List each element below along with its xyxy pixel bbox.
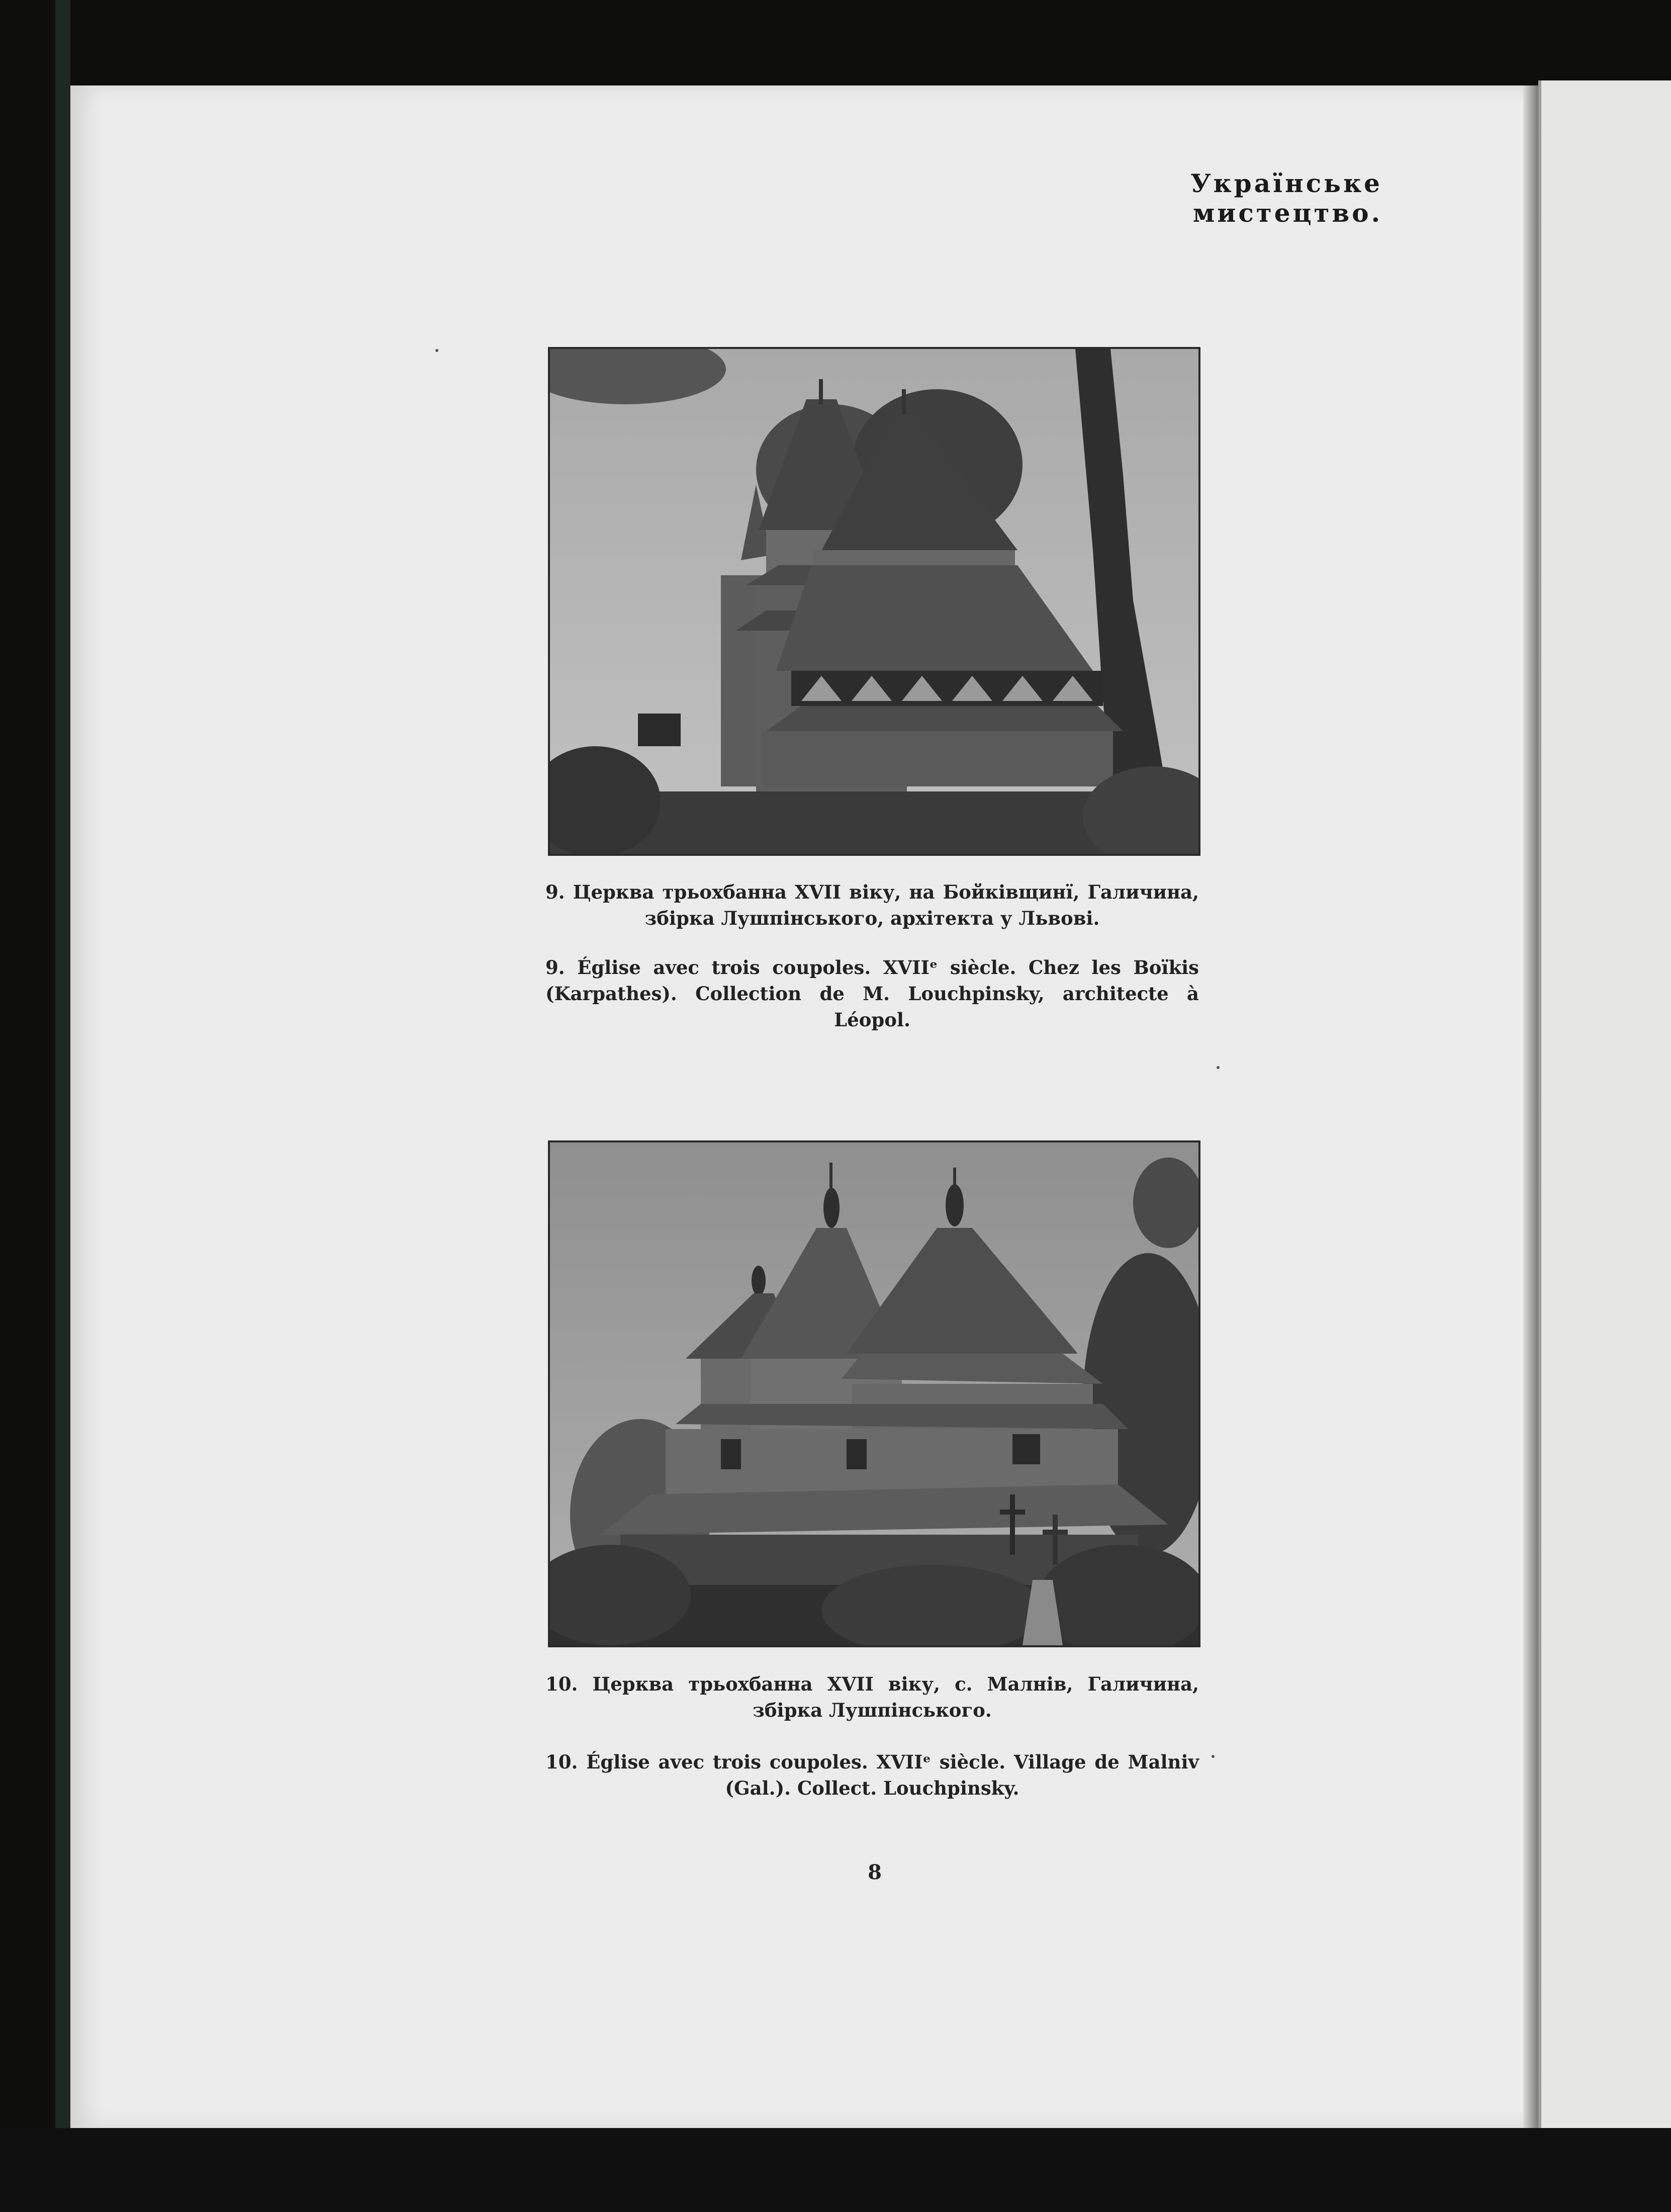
running-header: Українське мистецтво. bbox=[1190, 168, 1382, 228]
page-gutter bbox=[1523, 85, 1538, 2128]
caption-fr-10: 10. Église avec trois coupoles. XVIIᵉ siècle. Village de Malniv (Gal.). Collect. Louchpinsky. bbox=[545, 1751, 1199, 1799]
paper-speck bbox=[1212, 1755, 1215, 1758]
caption-uk-10: 10. Церква трьохбанна XVII віку, с. Малнів, Галичина, збірка Лушпінського. bbox=[545, 1673, 1199, 1721]
paper-speck bbox=[1217, 1066, 1220, 1069]
caption-uk-9: 9. Церква трьохбанна XVII віку, на Бойківщинї, Галичина, збірка Лушпінського, архітекта у Львові. bbox=[545, 881, 1199, 929]
photo-church-boikivshchyna bbox=[548, 347, 1200, 856]
page-number: 8 bbox=[868, 1861, 882, 1884]
caption-fr-9: 9. Église avec trois coupoles. XVIIᵉ siècle. Chez les Boïkis (Karpathes). Collection de M. Louchpinsky, architecte à Léopol. bbox=[545, 956, 1199, 1031]
scan-background bbox=[0, 2128, 1671, 2212]
page-right-edge bbox=[1538, 80, 1671, 2130]
book-spine bbox=[55, 0, 70, 2212]
paper-speck bbox=[435, 349, 438, 352]
photo-church-malniv bbox=[548, 1140, 1200, 1647]
